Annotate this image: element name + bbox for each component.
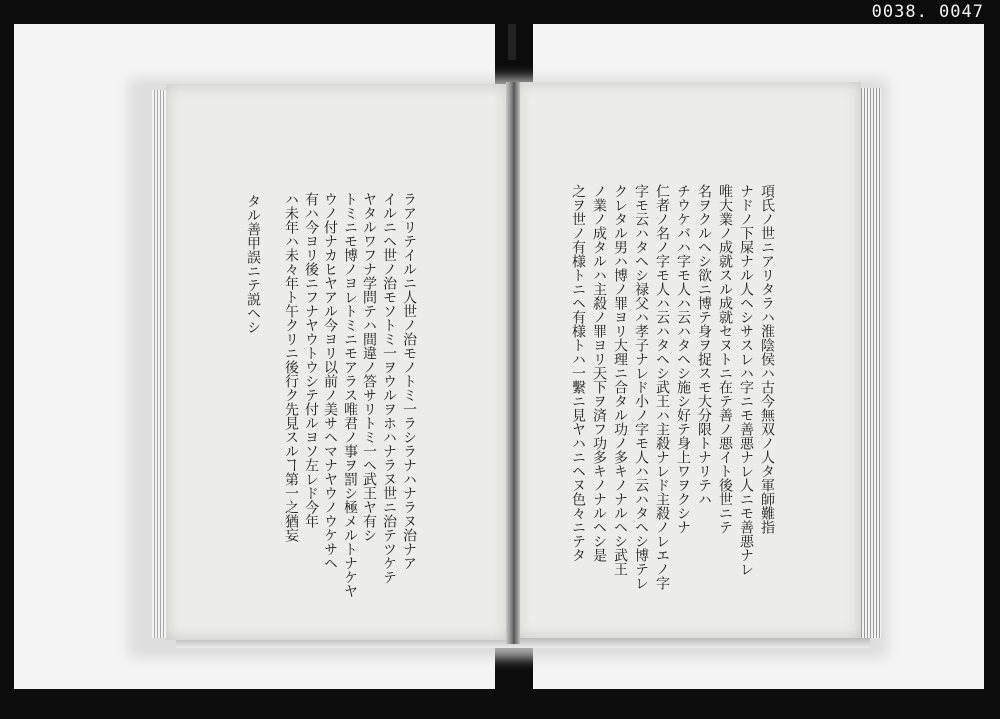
right-line-7: 字モ云ハタヘシ禄父ハ孝子ナレド小ノ字モ人ハ云ハタヘシ博テレ [633, 184, 649, 590]
book-gutter [506, 82, 520, 644]
right-page-edges [859, 88, 881, 638]
right-page [516, 82, 861, 638]
left-line-2: ハ未年ハ未々年ト午クリニ後行ク先見スルヿ第一之猶妄 [283, 192, 299, 542]
right-line-8: クレタル男ハ博ノ罪ヨリ大理ニ合タル功ノ多キノナルヘシ武王 [612, 184, 628, 576]
right-line-9: ノ業ノ成タルハ主殺ノ罪ヨリ天下ヲ済フ功多キノナルヘシ是 [591, 184, 607, 562]
left-line-5: トミニモ博ノヨレトミニモアラス唯君ノ事ヲ罰シ極メルトナケヤ [342, 192, 358, 598]
left-page [166, 84, 508, 640]
right-line-6: 仁者ノ名ノ字モ人ハ云ハタヘシ武王ハ主殺ナレド主殺ノレエノ字 [654, 184, 670, 590]
right-line-5: チウケバハ字モ人ハ云ハタヘシ施シ好テ身上ワヲクシナ [675, 184, 691, 534]
left-line-4: ウノ付ナカヒヤアル今ヨリ以前ノ美サヘマナヤウノウケサヘ [322, 192, 338, 570]
registration-mark [508, 24, 516, 60]
right-line-1: 項氏ノ世ニアリタラハ淮陰侯ハ古今無双ノ人タ軍師難指 [759, 184, 775, 534]
right-line-4: 名ヲクルヘシ欲ニ博テ身ヲ捉スモ大分限トナリテハ [696, 184, 712, 506]
right-line-10: 之ヲ世ノ有様トニヘ有様トハ一繫ニ見ヤハニヘヌ色々ニテタ [570, 184, 586, 562]
left-line-3: 有ハ今ヨリ後ニフナヤウトウシテ付ルヨソ左レド今年 [303, 192, 319, 528]
left-line-7: イルニヘ世ノ治モソトミ一ヲウルヲホハナラヌ世ニ治テツケテ [381, 192, 397, 584]
right-line-2: ナドノ下屎ナル人ヘシサスレハ字ニモ善悪ナレ人ニモ善悪ナレ [738, 184, 754, 576]
left-line-1: タル善甲誤ニテ説ヘシ [245, 194, 261, 334]
left-line-6: ヤタルワフナ学問テハ間違ノ答サリトミ一ヘ武王ヤ有シ [361, 192, 377, 542]
frame-number: 0038. 0047 [871, 2, 984, 22]
left-line-8: ラアリテイルニ人世ノ治モノトミ一ラシラナハナラヌ治ナア [401, 192, 417, 570]
right-line-3: 唯大業ノ成就スル成就セヌトニ在テ善ノ悪イト後世ニテ [717, 184, 733, 534]
